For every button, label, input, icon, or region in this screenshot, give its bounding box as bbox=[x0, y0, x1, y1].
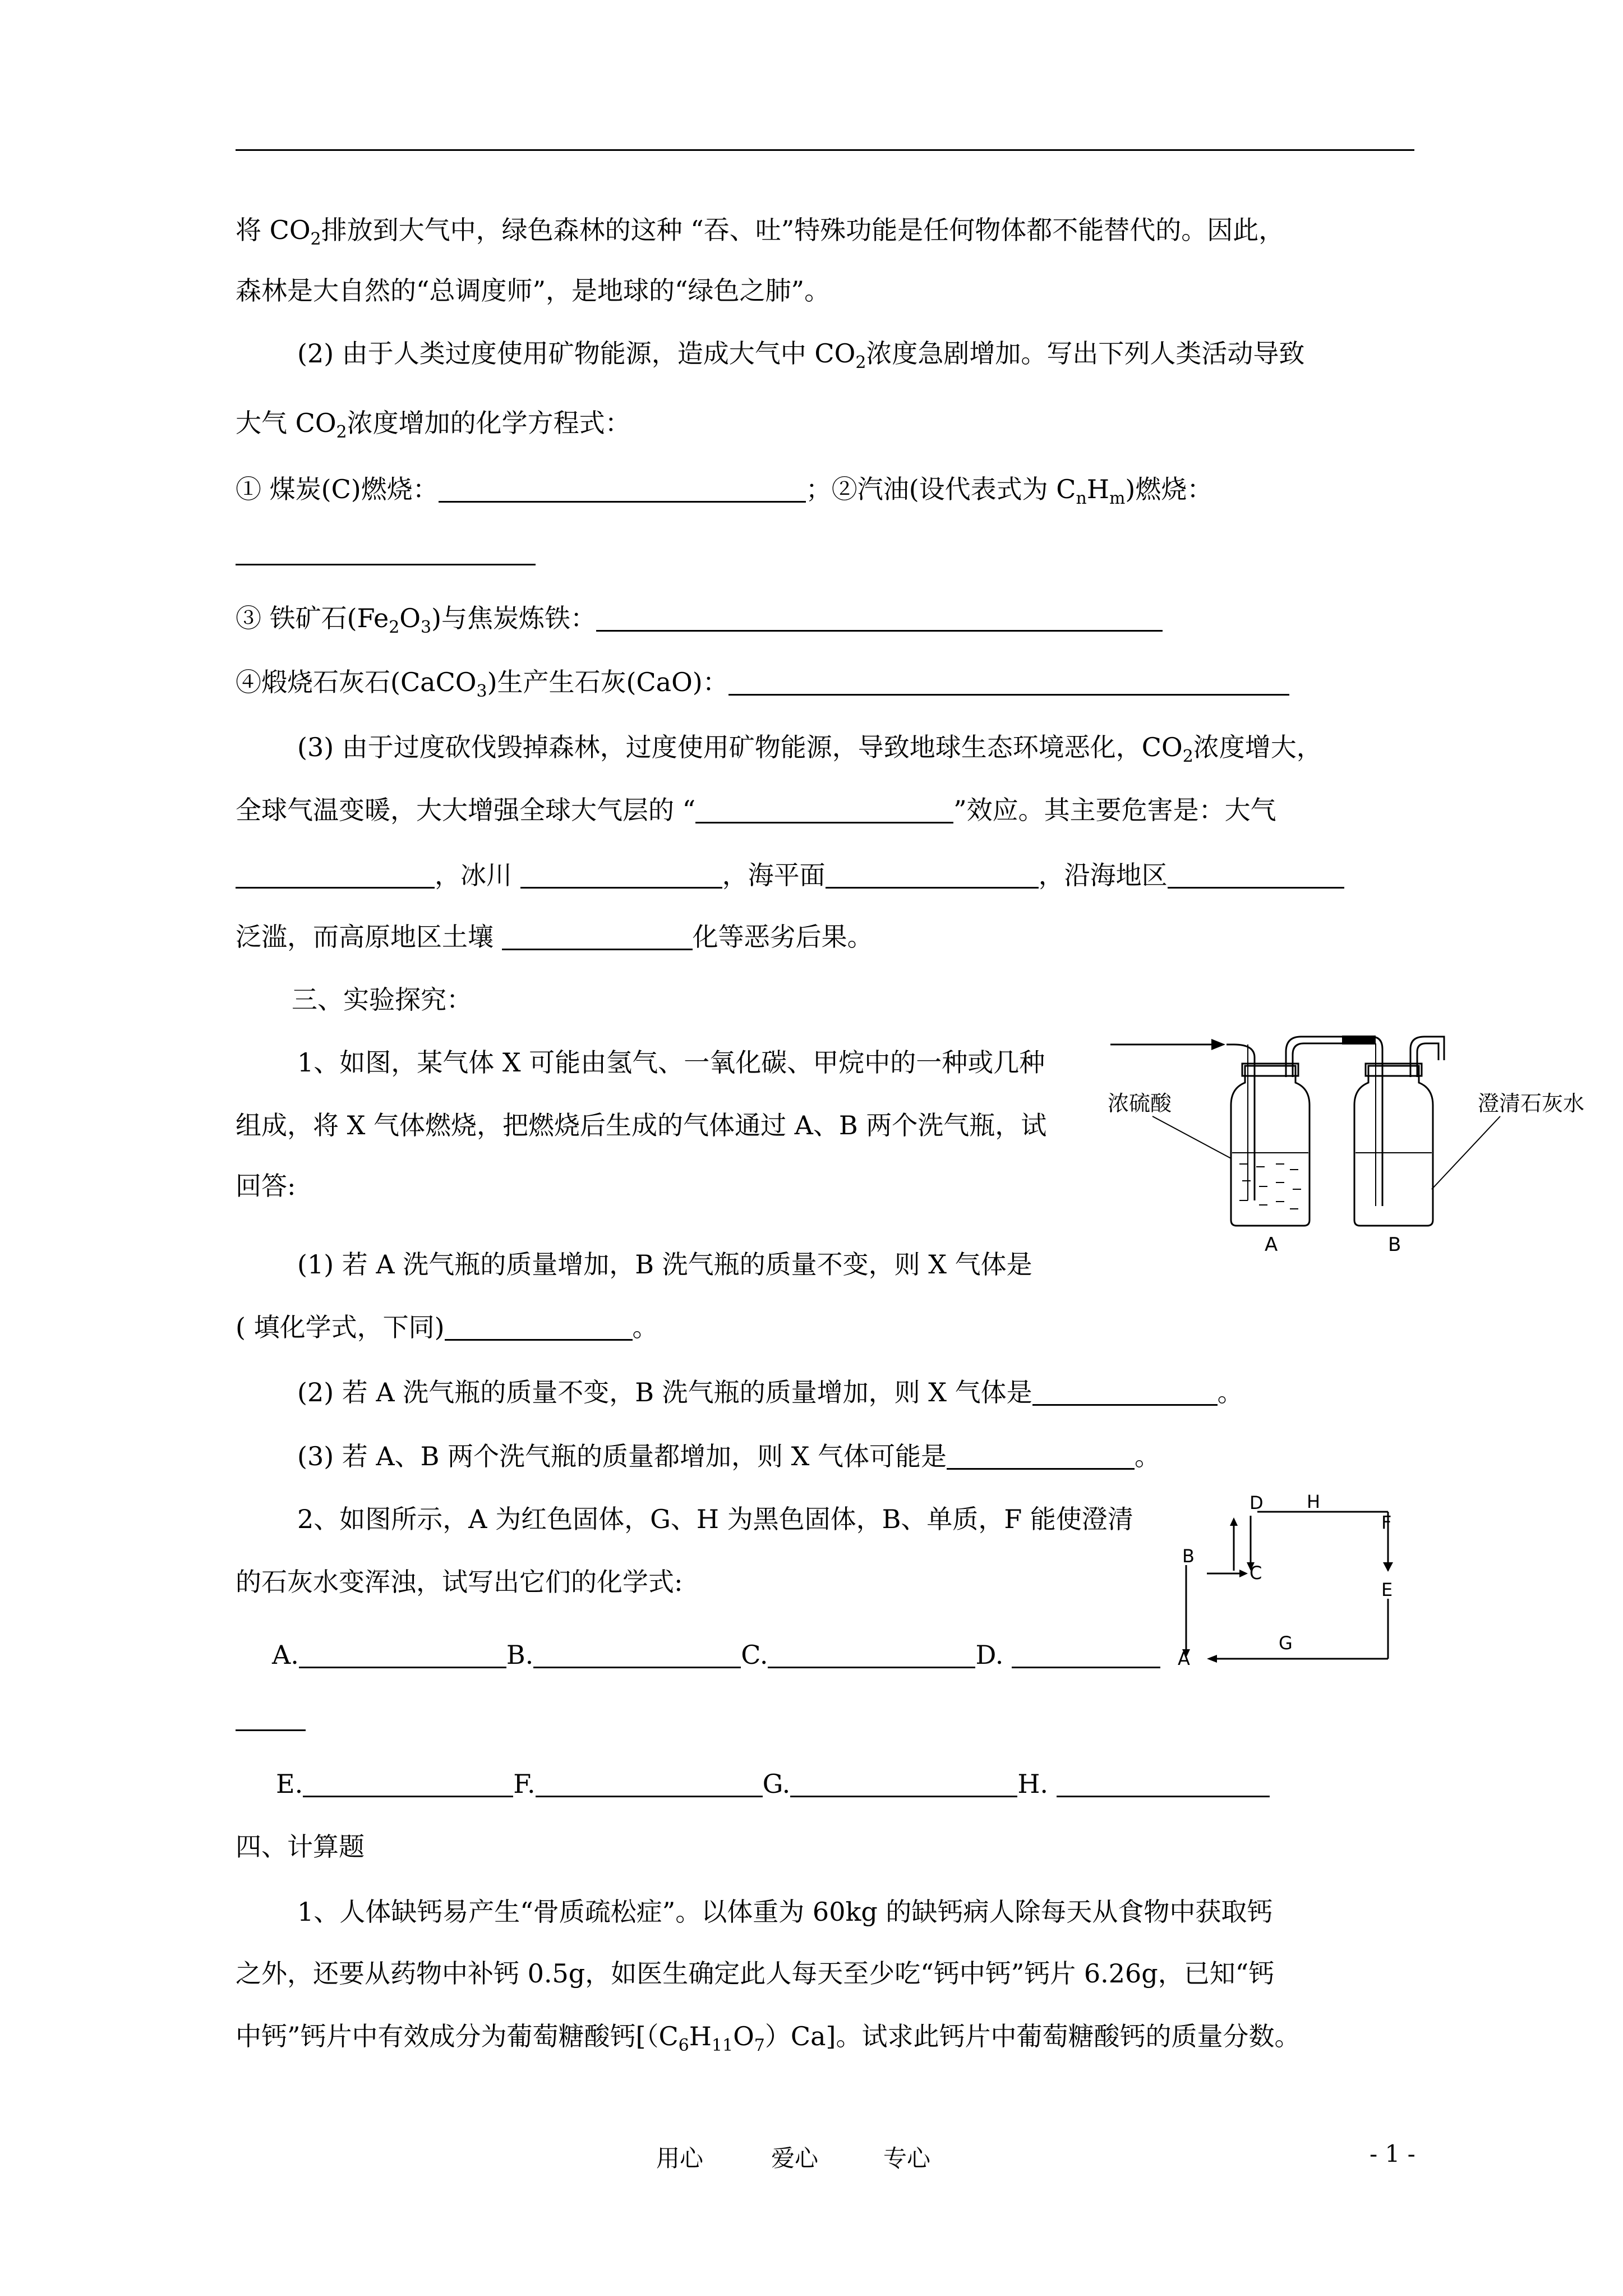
text-line: 泛滥，而高原地区土壤 化等恶劣后果。 bbox=[236, 922, 873, 952]
text-line: (3) 由于过度砍伐毁掉森林，过度使用矿物能源，导致地球生态环境恶化，$CO_2$浓度增大， bbox=[297, 732, 1322, 767]
text-line: 森林是大自然的“总调度师”，是地球的“绿色之肺”。 bbox=[236, 275, 831, 306]
equation-line: ③ 铁矿石$(Fe_2O_3)$与焦炭炼铁： bbox=[236, 601, 1163, 635]
text-line: ( 填化学式，下同) 。 bbox=[236, 1312, 658, 1342]
text-line: 全球气温变暖，大大增强全球大气层的 “ ”效应。其主要危害是：大气 bbox=[236, 795, 1276, 825]
text-line: (3) 若 A、B 两个洗气瓶的质量都增加，则 X 气体可能是 。 bbox=[297, 1441, 1161, 1471]
node-e: E bbox=[1381, 1579, 1393, 1600]
section-heading: 四、计算题 bbox=[236, 1832, 365, 1862]
text-line: 1、如图，某气体 X 可能由氢气、一氧化碳、甲烷中的一种或几种 bbox=[297, 1047, 1045, 1078]
bottle-b-label: B bbox=[1388, 1234, 1401, 1256]
node-b: B bbox=[1182, 1545, 1195, 1567]
answer-blank[interactable] bbox=[520, 862, 722, 889]
text-line: 回答: bbox=[236, 1171, 296, 1201]
node-a: A bbox=[1178, 1648, 1190, 1669]
answer-blank[interactable] bbox=[947, 1443, 1135, 1470]
answer-blank[interactable] bbox=[1012, 1642, 1160, 1668]
bottle-a-label: A bbox=[1265, 1234, 1278, 1256]
node-c: C bbox=[1249, 1562, 1262, 1584]
flow-diagram-figure bbox=[1166, 1487, 1402, 1677]
bottle-b bbox=[1354, 1037, 1444, 1226]
text-line: (2) 由于人类过度使用矿物能源，造成大气中 $CO_2$浓度急剧增加。写出下列人类活动导致 bbox=[297, 338, 1305, 373]
answer-blank[interactable] bbox=[299, 1642, 506, 1668]
answer-blank[interactable] bbox=[695, 797, 953, 823]
text-line: 之外，还要从药物中补钙 0.5g，如医生确定此人每天至少吃“钙中钙”钙片 6.26g，已知“钙 bbox=[236, 1958, 1275, 1989]
gas-washing-bottles-figure bbox=[1108, 1027, 1601, 1262]
text-line: 2、如图所示，A 为红色固体，G、H 为黑色固体，B、单质，F 能使澄清 bbox=[297, 1504, 1133, 1534]
answer-blank[interactable] bbox=[445, 1314, 633, 1341]
answer-blank[interactable] bbox=[768, 1642, 975, 1668]
answer-blank[interactable] bbox=[502, 924, 693, 950]
footer-text: 爱心 bbox=[771, 2145, 819, 2172]
answer-blank[interactable] bbox=[536, 1771, 763, 1797]
answer-blank[interactable] bbox=[596, 605, 1163, 632]
answer-blank[interactable] bbox=[1057, 1771, 1270, 1797]
text-line: (2) 若 A 洗气瓶的质量不变，B 洗气瓶的质量增加，则 X 气体是 。 bbox=[297, 1377, 1243, 1407]
answer-blank[interactable] bbox=[1032, 1379, 1218, 1406]
text-line: 的石灰水变浑浊，试写出它们的化学式: bbox=[236, 1567, 683, 1597]
leader-line bbox=[1152, 1116, 1231, 1158]
node-f: F bbox=[1381, 1512, 1392, 1533]
node-d: D bbox=[1249, 1492, 1264, 1513]
header-rule bbox=[236, 149, 1414, 151]
page-number: - 1 - bbox=[1370, 2140, 1415, 2168]
answer-line: A. B. C. D. bbox=[272, 1638, 1160, 1672]
answer-blank[interactable] bbox=[236, 1705, 306, 1731]
edge-g: G bbox=[1279, 1632, 1293, 1654]
answer-line: E. F. G. H. bbox=[276, 1767, 1270, 1801]
answer-blank[interactable] bbox=[236, 539, 536, 565]
figure-label-right: 澄清石灰水 bbox=[1478, 1091, 1585, 1116]
answer-line bbox=[236, 1701, 306, 1734]
text-line: (1) 若 A 洗气瓶的质量增加，B 洗气瓶的质量不变，则 X 气体是 bbox=[297, 1249, 1032, 1280]
section-heading: 三、实验探究： bbox=[292, 984, 472, 1015]
arrow-head bbox=[1211, 1039, 1225, 1050]
bottle-a bbox=[1227, 1037, 1349, 1226]
text-line: 将 $CO_2$排放到大气中，绿色森林的这种 “吞、吐”特殊功能是任何物体都不能替代的。因此， bbox=[236, 215, 1285, 250]
answer-blank[interactable] bbox=[1168, 862, 1344, 889]
text-line: 中钙”钙片中有效成分为葡萄糖酸钙$[(C_6H_{11}O_7)Ca]$。试求此钙片中葡萄糖酸钙的质量分数。 bbox=[236, 2021, 1301, 2056]
answer-blank[interactable] bbox=[303, 1771, 513, 1797]
answer-blank[interactable] bbox=[826, 862, 1039, 889]
text-line: ，冰川 ，海平面 ，沿海地区 bbox=[236, 858, 1344, 892]
answer-blank[interactable] bbox=[533, 1642, 741, 1668]
rubber-tube bbox=[1342, 1036, 1376, 1045]
equation-line: ④煅烧石灰石(CaCO$_3$)生产生石灰(CaO)： bbox=[236, 665, 1289, 699]
footer-text: 专心 bbox=[883, 2145, 931, 2172]
text-line: 1、人体缺钙易产生“骨质疏松症”。以体重为 60kg 的缺钙病人除每天从食物中获取钙 bbox=[297, 1897, 1273, 1927]
leader-line bbox=[1432, 1116, 1500, 1189]
answer-blank[interactable] bbox=[439, 476, 806, 503]
text-line: 组成，将 X 气体燃烧，把燃烧后生成的气体通过 A、B 两个洗气瓶，试 bbox=[236, 1110, 1047, 1140]
answer-blank[interactable] bbox=[790, 1771, 1017, 1797]
equation-line bbox=[236, 535, 536, 569]
answer-blank[interactable] bbox=[728, 669, 1289, 696]
answer-blank[interactable] bbox=[236, 862, 435, 889]
equation-line: ① 煤炭(C)燃烧： ；②汽油(设代表式为 $C_nH_m$)燃烧： bbox=[236, 474, 1213, 509]
figure-label-left: 浓硫酸 bbox=[1108, 1091, 1172, 1116]
text-line: 大气 $CO_2$浓度增加的化学方程式： bbox=[236, 408, 631, 443]
footer-text: 用心 bbox=[656, 2145, 704, 2172]
edge-h: H bbox=[1307, 1491, 1321, 1512]
